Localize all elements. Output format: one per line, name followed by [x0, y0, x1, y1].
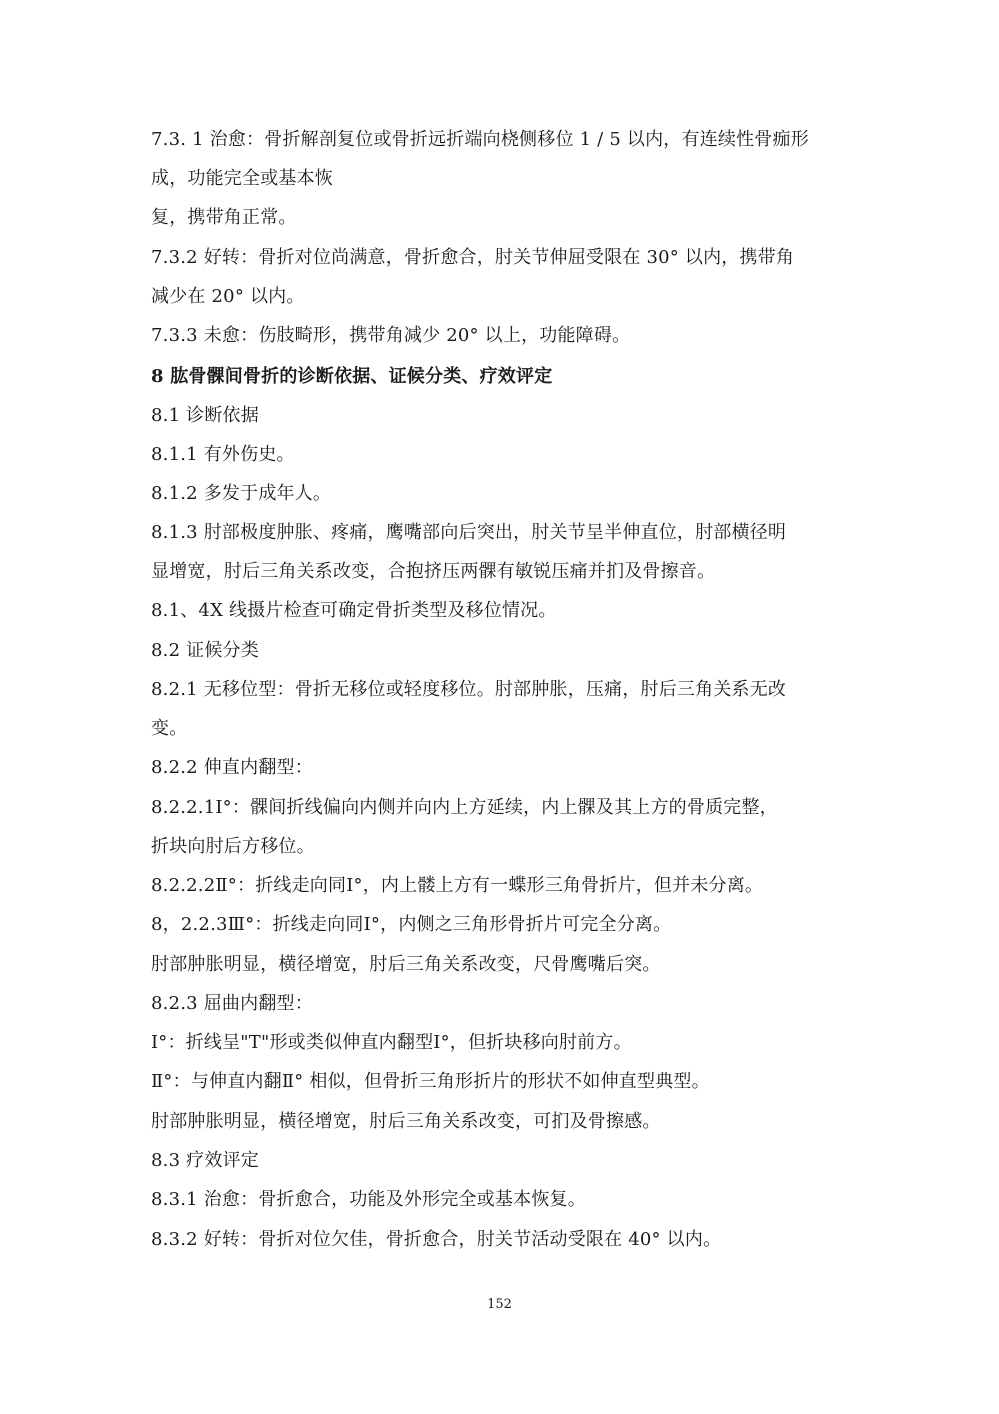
text-line: 8.2.2 伸直内翻型： [151, 757, 313, 778]
text-line: 8.1.2 多发于成年人。 [151, 483, 332, 504]
text-line: 减少在 20° 以内。 [151, 286, 305, 307]
text-line: 8.2.1 无移位型：骨折无移位或轻度移位。肘部肿胀，压痛，肘后三角关系无改 [151, 679, 787, 700]
page-number: 152 [487, 1297, 512, 1312]
section-heading: 8 肱骨髁间骨折的诊断依据、证候分类、疗效评定 [151, 366, 553, 387]
text-line: 8.1.3 肘部极度肿胀、疼痛，鹰嘴部向后突出，肘关节呈半伸直位，肘部横径明 [151, 522, 787, 543]
text-line: 8.2.2.2Ⅱ°：折线走向同Ⅰ°，内上髅上方有一蝶形三角骨折片，但并未分离。 [151, 875, 764, 896]
text-line: 8.2.2.1Ⅰ°：髁间折线偏向内侧并向内上方延续，内上髁及其上方的骨质完整， [151, 797, 778, 818]
text-line: 8，2.2.3Ⅲ°：折线走向同Ⅰ°，内侧之三角形骨折片可完全分离。 [151, 914, 672, 935]
text-line: 7.3. 1 治愈：骨折解剖复位或骨折远折端向桡侧移位 1 / 5 以内，有连续性骨痂形 [151, 129, 809, 150]
text-line: 8.2.3 屈曲内翻型： [151, 993, 313, 1014]
text-line: 8.2 证候分类 [151, 640, 259, 661]
text-line: 复，携带角正常。 [151, 207, 297, 228]
text-line: Ⅰ°：折线呈"T"形或类似伸直内翻型Ⅰ°，但折块移向肘前方。 [151, 1032, 632, 1053]
text-line: 8.1.1 有外伤史。 [151, 444, 295, 465]
text-line: 8.1 诊断依据 [151, 405, 259, 426]
text-line: 8.1、4X 线摄片检查可确定骨折类型及移位情况。 [151, 600, 557, 621]
text-line: 8.3.2 好转：骨折对位欠佳，骨折愈合，肘关节活动受限在 40° 以内。 [151, 1229, 722, 1250]
text-line: 肘部肿胀明显，横径增宽，肘后三角关系改变，可扪及骨擦感。 [151, 1111, 661, 1132]
text-line: 8.3 疗效评定 [151, 1150, 259, 1171]
text-line: 显增宽，肘后三角关系改变，合抱挤压两髁有敏锐压痛并扪及骨擦音。 [151, 561, 716, 582]
text-line: Ⅱ°：与伸直内翻Ⅱ° 相似，但骨折三角形折片的形状不如伸直型典型。 [151, 1071, 710, 1092]
text-line: 7.3.3 未愈：伤肢畸形，携带角减少 20° 以上，功能障碍。 [151, 325, 631, 346]
text-line: 8.3.1 治愈：骨折愈合，功能及外形完全或基本恢复。 [151, 1189, 586, 1210]
text-line: 成，功能完全或基本恢 [151, 168, 333, 189]
text-line: 折块向肘后方移位。 [151, 836, 315, 857]
text-line: 7.3.2 好转：骨折对位尚满意，骨折愈合，肘关节伸屈受限在 30° 以内，携带角 [151, 247, 795, 268]
text-line: 变。 [151, 718, 188, 739]
text-line: 肘部肿胀明显，横径增宽，肘后三角关系改变，尺骨鹰嘴后突。 [151, 954, 661, 975]
